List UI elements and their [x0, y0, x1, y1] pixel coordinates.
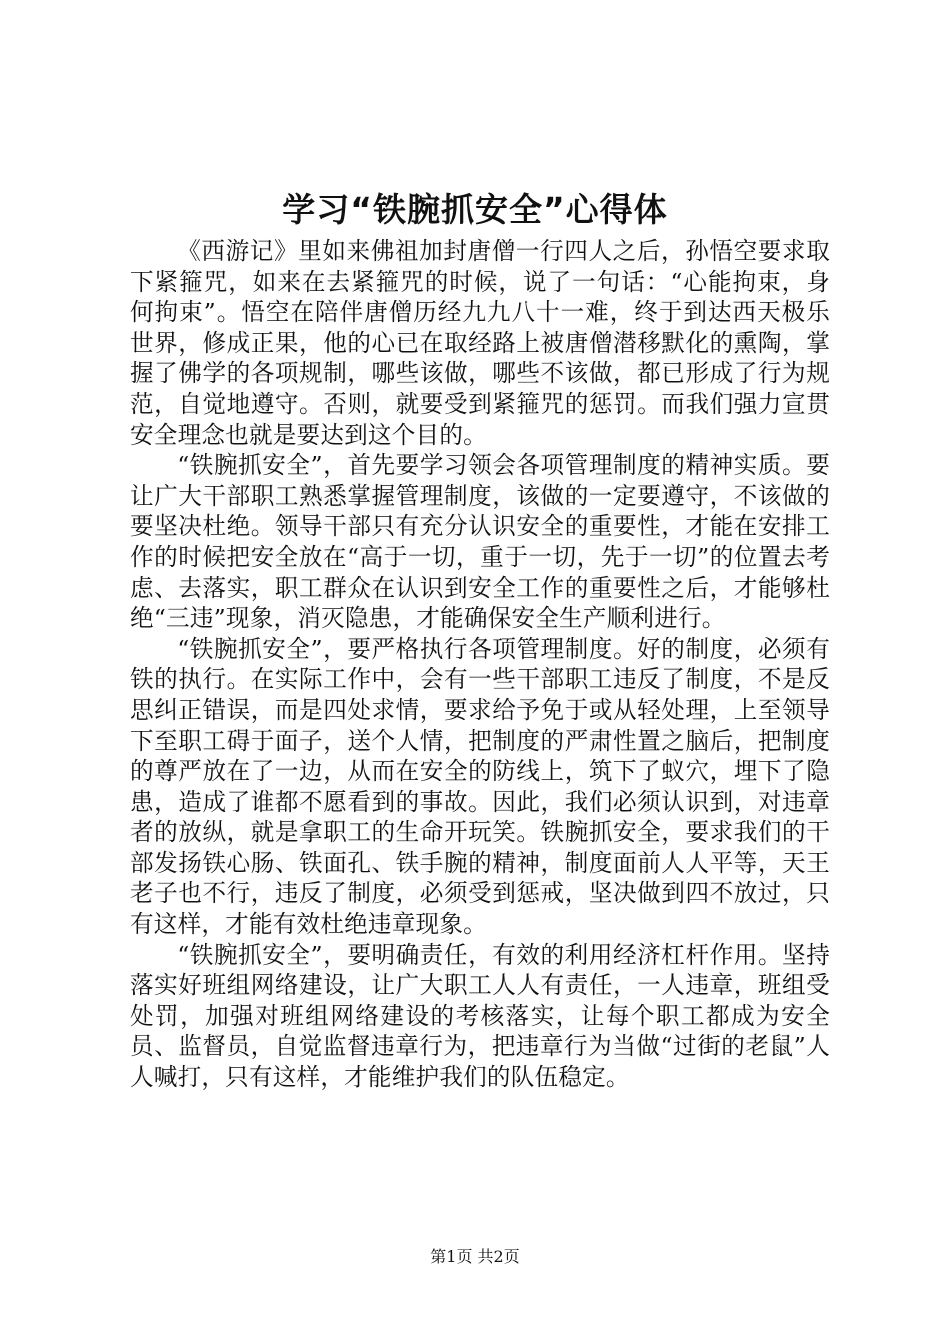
paragraph-responsibility: “铁腕抓安全”，要明确责任，有效的利用经济杠杆作用。坚持落实好班组网络建设，让广大职工人人有责任，一人违章，班组受处罚，加强对班组网络建设的考核落实，让每个职工都成为安全员、监督员，自觉监督违章行为，把违章行为当做“过街的老鼠”人人喊打，只有这样，才能维护我们的队伍稳定。	[130, 940, 830, 1092]
document-body	[130, 236, 830, 1093]
paragraph-intro: 《西游记》里如来佛祖加封唐僧一行四人之后，孙悟空要求取下紧箍咒，如来在去紧箍咒的时候，说了一句话：“心能拘束，身何拘束”。悟空在陪伴唐僧历经九九八十一难，终于到达西天极乐世界，修成正果，他的心已在取经路上被唐僧潜移默化的熏陶，掌握了佛学的各项规制，哪些该做，哪些不该做，都已形成了行为规范，自觉地遵守。否则，就要受到紧箍咒的惩罚。而我们强力宣贯安全理念也就是要达到这个目的。	[130, 237, 830, 449]
page-number-footer: 第1页 共2页	[430, 1247, 520, 1266]
page-title: 学习“铁腕抓安全”心得体	[282, 190, 668, 229]
paragraph-enforce-rules: “铁腕抓安全”，要严格执行各项管理制度。好的制度，必须有铁的执行。在实际工作中，会有一些干部职工违反了制度，不是反思纠正错误，而是四处求情，要求给予免于或从轻处理，上至领导下至职工碍于面子，送个人情，把制度的严肃性置之脑后，把制度的尊严放在了一边，从而在安全的防线上，筑下了蚁穴，埋下了隐患，造成了谁都不愿看到的事故。因此，我们必须认识到，对违章者的放纵，就是拿职工的生命开玩笑。铁腕抓安全，要求我们的干部发扬铁心肠、铁面孔、铁手腕的精神，制度面前人人平等，天王老子也不行，违反了制度，必须受到惩戒，坚决做到四不放过，只有这样，才能有效杜绝违章现象。	[130, 634, 830, 939]
paragraph-study-rules: “铁腕抓安全”，首先要学习领会各项管理制度的精神实质。要让广大干部职工熟悉掌握管理制度，该做的一定要遵守，不该做的要坚决杜绝。领导干部只有充分认识安全的重要性，才能在安排工作的时候把安全放在“高于一切，重于一切，先于一切”的位置去考虑、去落实，职工群众在认识到安全工作的重要性之后，才能够杜绝“三违”现象，消灭隐患，才能确保安全生产顺利进行。	[130, 451, 830, 633]
